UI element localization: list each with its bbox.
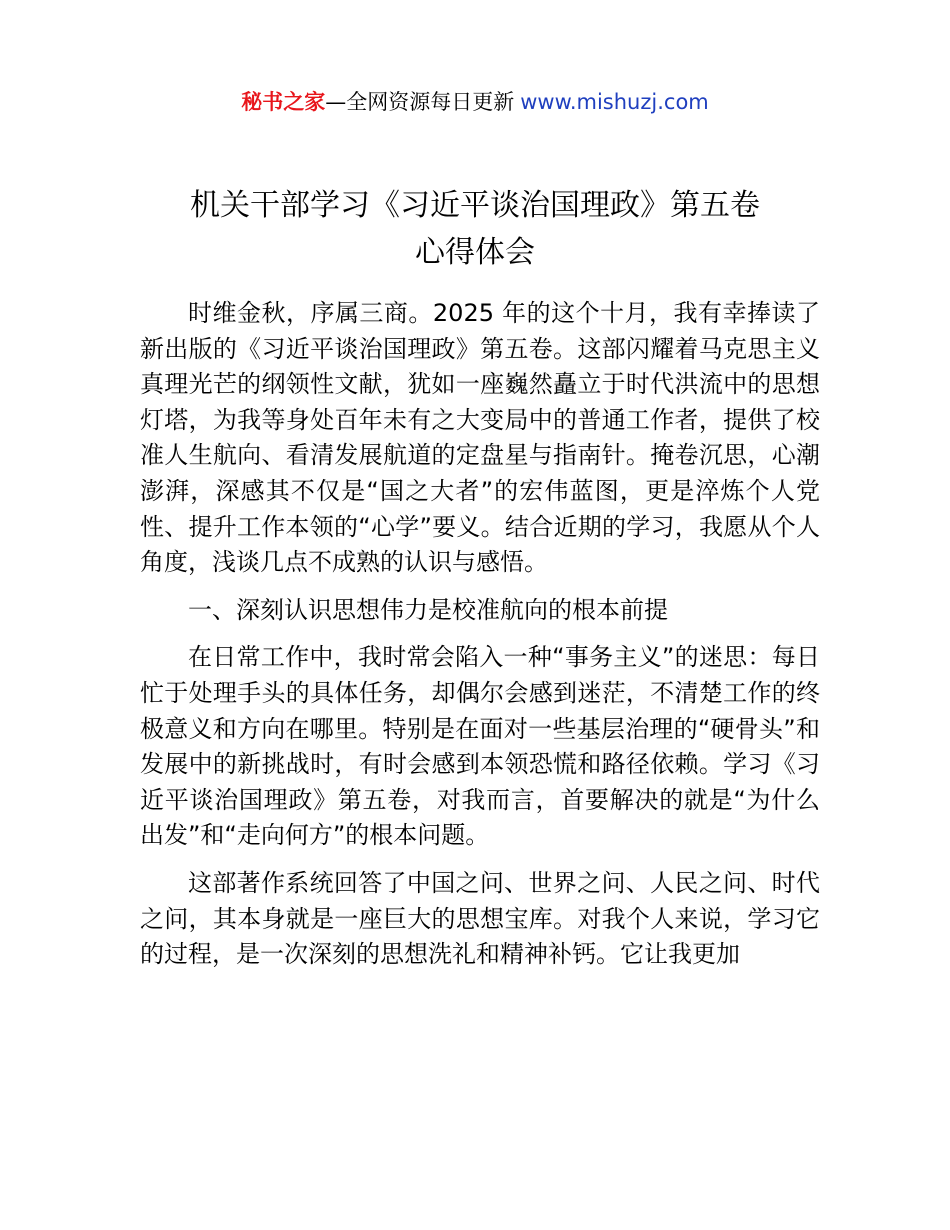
paragraph-intro-text: 时维金秋，序属三商。2025 年的这个十月，我有幸捧读了新出版的《习近平谈治国理政》第五卷。这部闪耀着马克思主义真理光芒的纲领性文献，犹如一座巍然矗立于时代洪流中的思想灯塔，为我等身处百年未有之大变局中的普通工作者，提供了校准人生航向、看清发展航道的定盘星与指南针。掩卷沉思，心潮澎湃，深感其不仅是“国之大者”的宏伟蓝图，更是淬炼个人党性、提升工作本领的“心学”要义。结合近期的学习，我愿从个人角度，浅谈几点不成熟的认识与感悟。 [140,299,820,577]
document-title [100,182,850,276]
paragraph-section-1-b-text: 这部著作系统回答了中国之问、世界之问、人民之问、时代之问，其本身就是一座巨大的思想宝库。对我个人来说，学习它的过程，是一次深刻的思想洗礼和精神补钙。它让我更加 [140,868,820,969]
section-heading-1: 一、深刻认识思想伟力是校准航向的根本前提 [188,595,668,624]
header-tagline: —全网资源每日更新 [325,90,515,114]
document-body [140,296,820,973]
paragraph-intro [140,296,820,581]
title-line-2: 心得体会 [415,235,535,270]
title-line-1: 机关干部学习《习近平谈治国理政》第五卷 [190,188,760,223]
paragraph-section-1-a-text: 在日常工作中，我时常会陷入一种“事务主义”的迷思：每日忙于处理手头的具体任务，却偶尔会感到迷茫，不清楚工作的终极意义和方向在哪里。特别是在面对一些基层治理的“硬骨头”和发展中的新挑战时，有时会感到本领恐慌和路径依赖。学习《习近平谈治国理政》第五卷，对我而言，首要解决的就是“为什么出发”和“走向何方”的根本问题。 [140,643,820,850]
page-header [0,88,950,116]
website-link[interactable]: www.mishuzj.com [520,90,709,114]
paragraph-section-1-b [140,866,820,973]
paragraph-section-1-a [140,640,820,854]
brand-name: 秘书之家 [241,90,326,114]
